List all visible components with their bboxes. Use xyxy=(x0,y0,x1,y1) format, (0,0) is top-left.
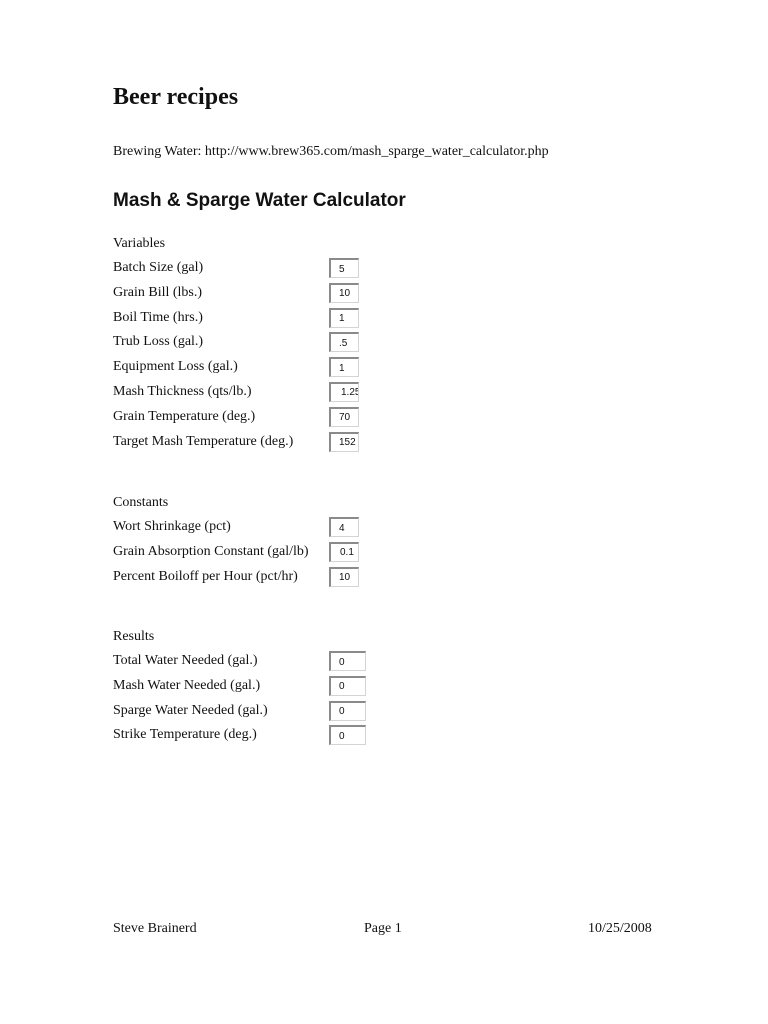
percent-boiloff-input[interactable] xyxy=(329,567,359,587)
batch-size-label: Batch Size (gal) xyxy=(113,260,204,275)
grain-absorption-label: Grain Absorption Constant (gal/lb) xyxy=(113,543,309,559)
variable-row-equipment-loss xyxy=(113,355,413,380)
footer-date: 10/25/2008 xyxy=(588,921,652,936)
variables-heading: Variables xyxy=(113,236,166,251)
variable-row-target-mash-temperature xyxy=(113,430,413,455)
grain-bill-label: Grain Bill (lbs.) xyxy=(113,284,203,300)
percent-boiloff-label: Percent Boiloff per Hour (pct/hr) xyxy=(113,568,298,584)
variable-row-mash-thickness xyxy=(113,380,413,405)
total-water-output[interactable] xyxy=(329,651,366,671)
wort-shrinkage-input[interactable] xyxy=(329,517,359,537)
mash-thickness-input[interactable] xyxy=(329,382,359,402)
boil-time-input[interactable] xyxy=(329,308,359,328)
result-row-sparge-water xyxy=(113,699,413,724)
wort-shrinkage-label: Wort Shrinkage (pct) xyxy=(113,519,231,534)
variables-section xyxy=(113,232,413,454)
footer-page-number: Page 1 xyxy=(364,921,402,936)
grain-temperature-label: Grain Temperature (deg.) xyxy=(113,408,256,424)
variable-row-grain-bill xyxy=(113,281,413,306)
trub-loss-label: Trub Loss (gal.) xyxy=(113,334,204,350)
mash-water-output[interactable] xyxy=(329,676,366,696)
equipment-loss-label: Equipment Loss (gal.) xyxy=(113,359,238,375)
result-row-mash-water xyxy=(113,674,413,699)
batch-size-input[interactable] xyxy=(329,258,359,278)
strike-temperature-output[interactable] xyxy=(329,725,366,745)
grain-absorption-input[interactable] xyxy=(329,542,359,562)
mash-water-label: Mash Water Needed (gal.) xyxy=(113,677,261,693)
variable-row-trub-loss xyxy=(113,330,413,355)
calculator-title: Mash & Sparge Water Calculator xyxy=(113,190,406,211)
total-water-label: Total Water Needed (gal.) xyxy=(113,653,258,668)
results-section xyxy=(113,625,413,748)
variable-row-grain-temperature xyxy=(113,405,413,430)
grain-bill-input[interactable] xyxy=(329,283,359,303)
constant-row-grain-absorption xyxy=(113,540,413,565)
trub-loss-input[interactable] xyxy=(329,332,359,352)
variable-row-batch-size xyxy=(113,256,413,281)
constant-row-wort-shrinkage xyxy=(113,515,413,540)
constants-heading: Constants xyxy=(113,495,169,510)
sparge-water-label: Sparge Water Needed (gal.) xyxy=(113,702,268,718)
brewing-water-link-line: Brewing Water: http://www.brew365.com/mash_sparge_water_calculator.php xyxy=(113,144,549,159)
result-row-strike-temperature xyxy=(113,723,413,748)
strike-temperature-label: Strike Temperature (deg.) xyxy=(113,727,257,743)
constant-row-percent-boiloff xyxy=(113,565,413,590)
grain-temperature-input[interactable] xyxy=(329,407,359,427)
boil-time-label: Boil Time (hrs.) xyxy=(113,309,203,325)
equipment-loss-input[interactable] xyxy=(329,357,359,377)
mash-thickness-label: Mash Thickness (qts/lb.) xyxy=(113,383,252,399)
page-title: Beer recipes xyxy=(113,84,239,110)
constants-section xyxy=(113,491,413,589)
results-heading: Results xyxy=(113,629,155,644)
target-mash-temperature-label: Target Mash Temperature (deg.) xyxy=(113,433,294,449)
result-row-total-water xyxy=(113,649,413,674)
sparge-water-output[interactable] xyxy=(329,701,366,721)
variable-row-boil-time xyxy=(113,306,413,331)
target-mash-temperature-input[interactable] xyxy=(329,432,359,452)
footer-author: Steve Brainerd xyxy=(113,921,197,936)
